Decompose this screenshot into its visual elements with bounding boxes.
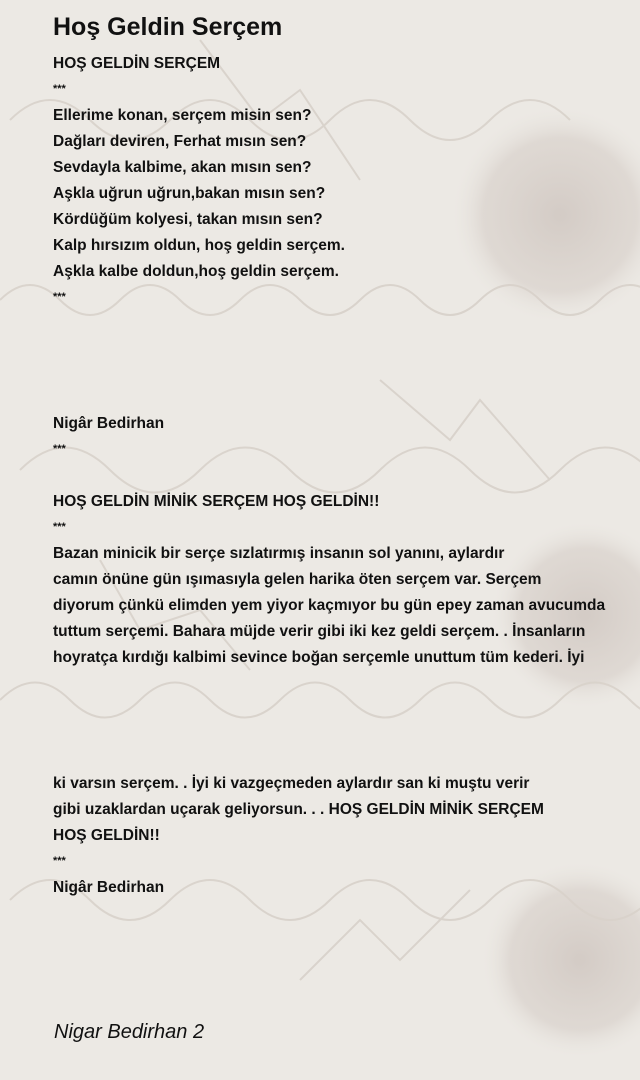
poem-line: Aşkla kalbe doldun,hoş geldin serçem. [53,263,339,280]
page-title: Hoş Geldin Serçem [53,13,283,41]
prose-line: HOŞ GELDİN!! [53,827,160,844]
prose-line: ki varsın serçem. . İyi ki vazgeçmeden aylardır san ki muştu verir [53,775,530,792]
author-name: Nigâr Bedirhan [53,879,165,896]
prose-line: camın önüne gün ışımasıyla gelen harika öten serçem var. Serçem [53,571,542,588]
separator: *** [53,83,66,95]
separator: *** [53,443,66,455]
footer-caption: Nigar Bedirhan 2 [54,1021,205,1043]
prose-line: gibi uzaklardan uçarak geliyorsun. . . HOŞ GELDİN MİNİK SERÇEM [53,801,544,818]
separator: *** [53,855,66,867]
poem-line: Kalp hırsızım oldun, hoş geldin serçem. [53,237,345,254]
prose-line: hoyratça kırdığı kalbimi sevince boğan serçemle unuttum tüm kederi. İyi [53,649,585,666]
prose-line: Bazan minicik bir serçe sızlatırmış insanın sol yanını, aylardır [53,545,505,562]
poem-line: Kördüğüm kolyesi, takan mısın sen? [53,211,323,228]
poem-heading: HOŞ GELDİN SERÇEM [53,55,221,72]
poem-line: Dağları deviren, Ferhat mısın sen? [53,133,307,150]
poem-line: Ellerime konan, serçem misin sen? [53,107,312,124]
author-name: Nigâr Bedirhan [53,415,165,432]
separator: *** [53,521,66,533]
separator: *** [53,291,66,303]
poem-line: Aşkla uğrun uğrun,bakan mısın sen? [53,185,326,202]
prose-line: tuttum serçemi. Bahara müjde verir gibi iki kez geldi serçem. . İnsanların [53,623,586,640]
prose-line: diyorum çünkü elimden yem yiyor kaçmıyor bu gün epey zaman avucumda [53,597,606,614]
poem-line: Sevdayla kalbime, akan mısın sen? [53,159,312,176]
prose-heading: HOŞ GELDİN MİNİK SERÇEM HOŞ GELDİN!! [53,493,380,510]
